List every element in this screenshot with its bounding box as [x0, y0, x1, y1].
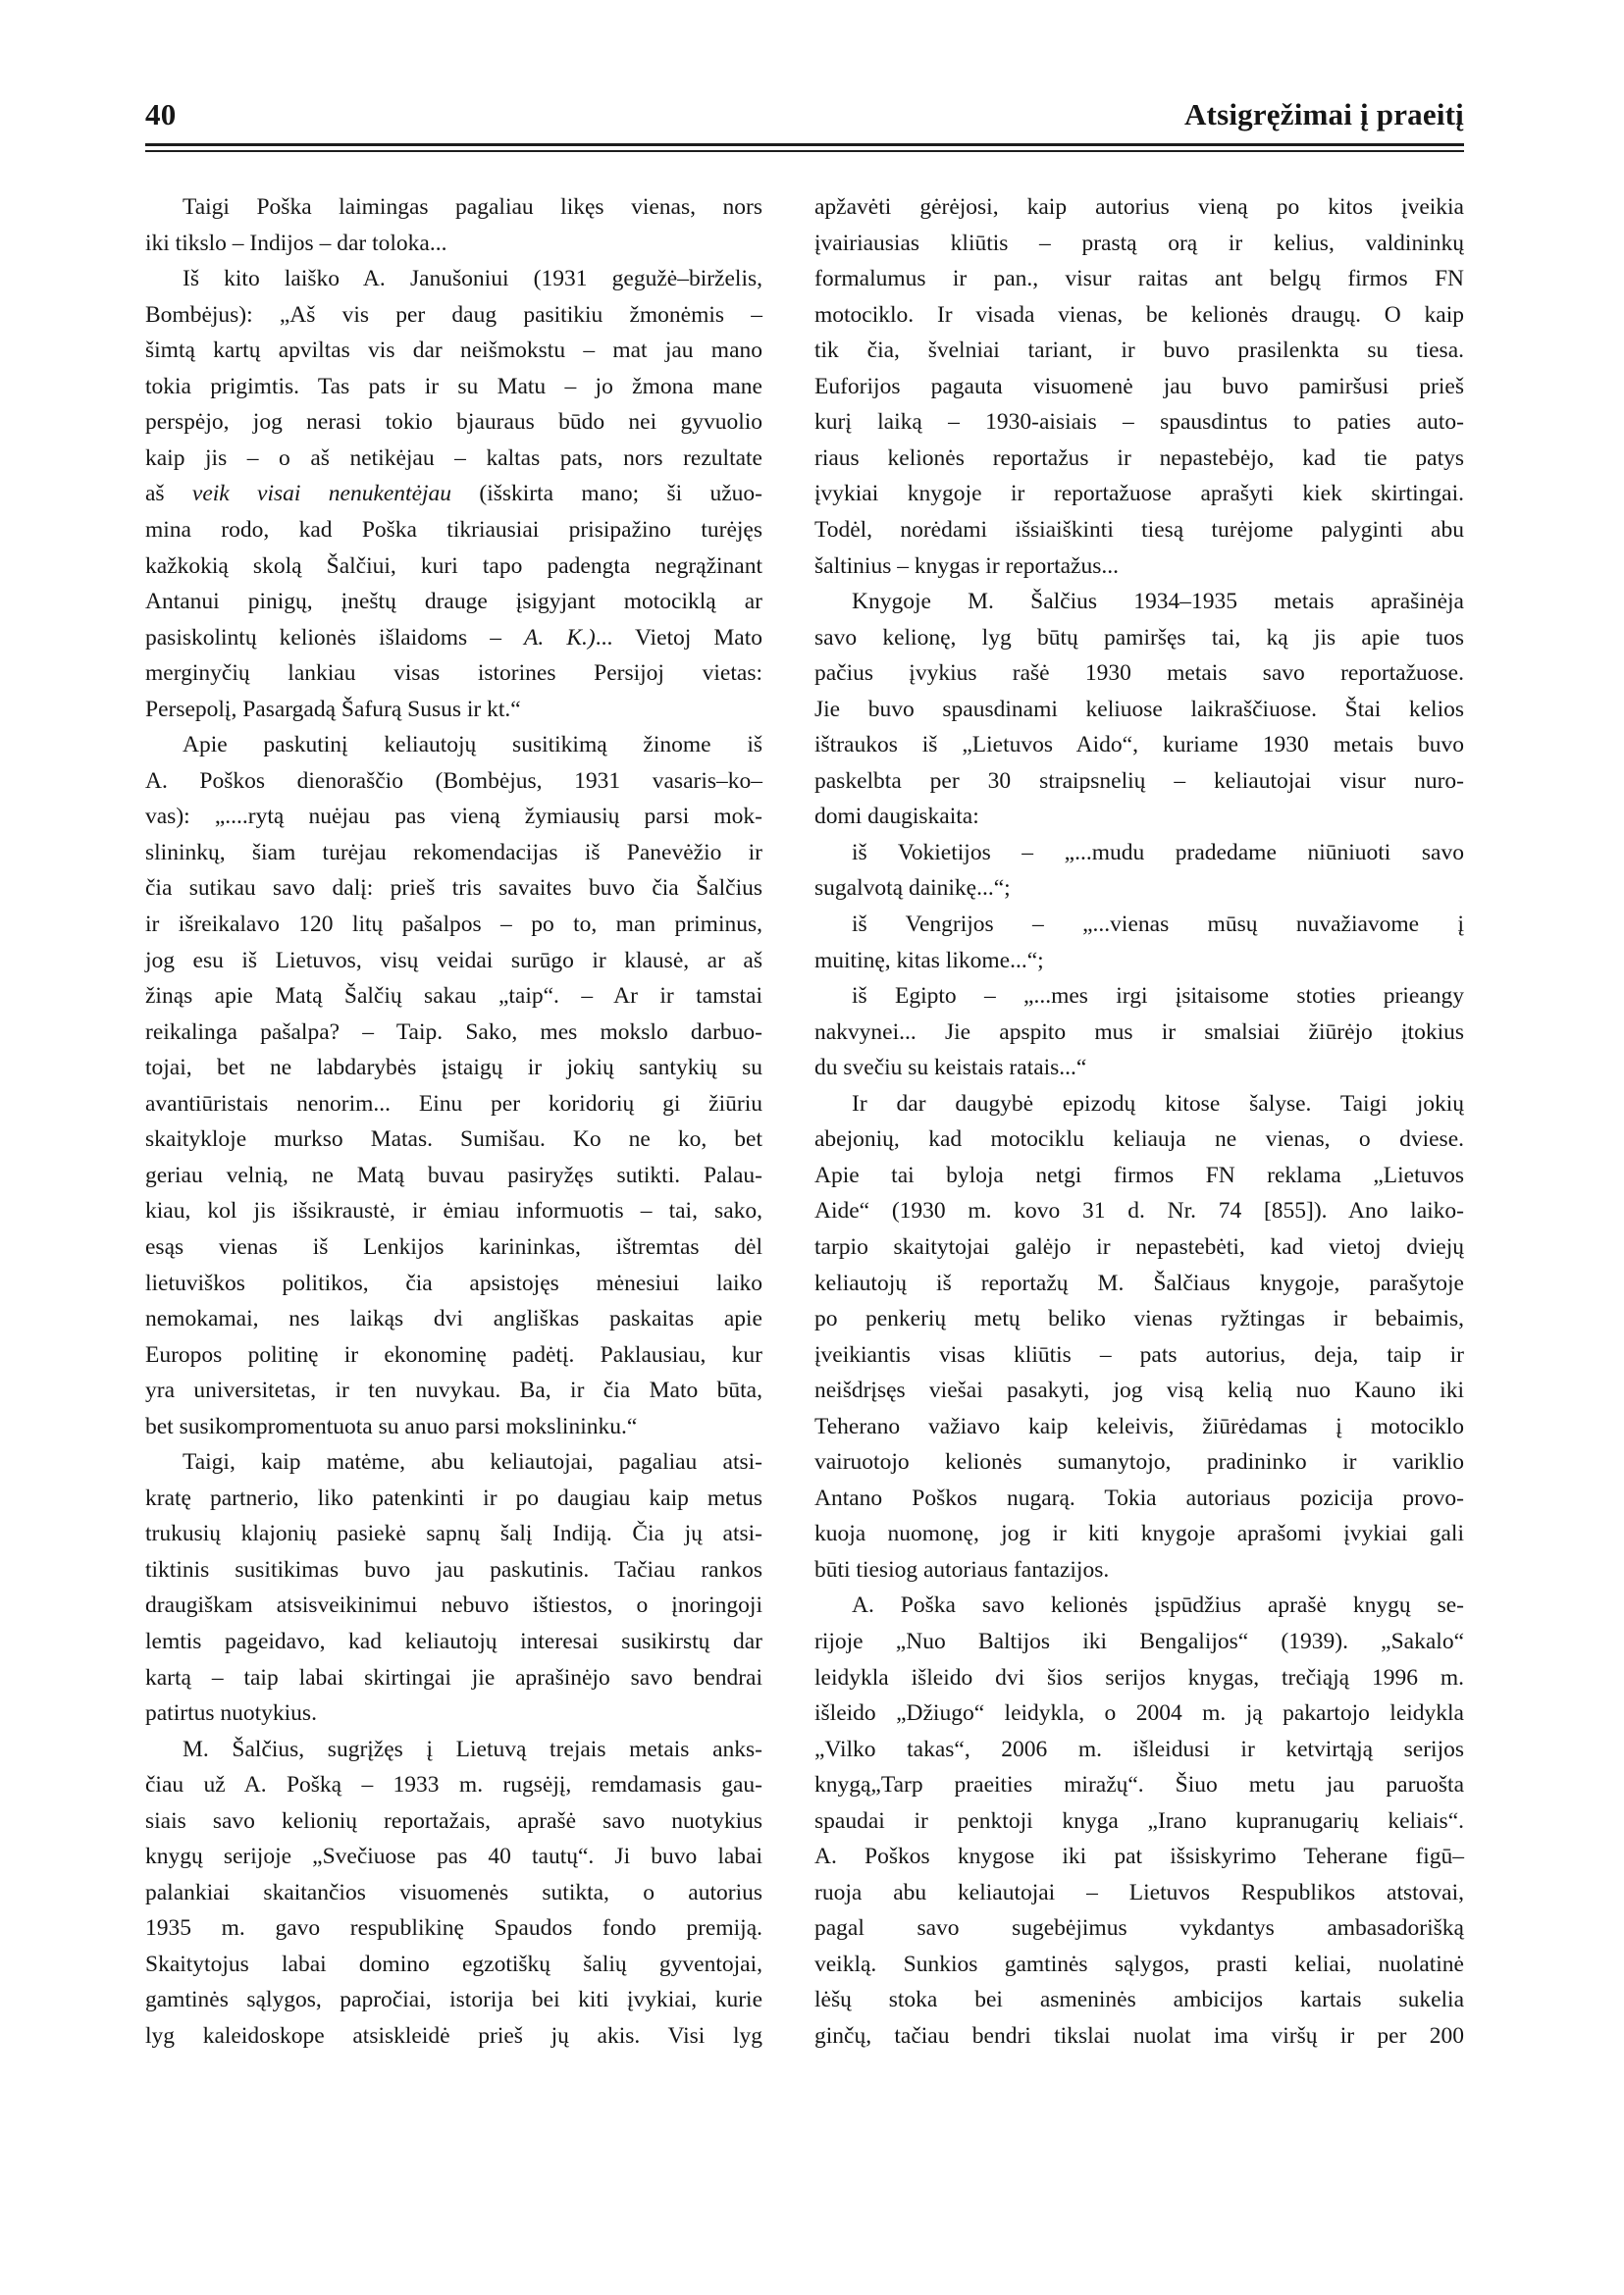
text-line: įvairiausias kliūtis – prastą orą ir kelius, valdininkų [814, 230, 1464, 256]
paragraph [145, 189, 762, 261]
text-line: pačius įvykius rašė 1930 metais savo reportažuose. [814, 660, 1464, 687]
text-line: knygą„Tarp praeities miražų“. Šiuo metu jau paruošta [814, 1772, 1464, 1799]
text-line: Jie buvo spausdinami keliuose laikraščiuose. Štai kelios [814, 696, 1464, 722]
text-line: sugalvotą dainikę...“; [814, 875, 1011, 902]
text-line: po penkerių metų beliko vienas ryžtingas ir bebaimis, [814, 1306, 1464, 1332]
text-line: čia sutikau savo dalį: prieš tris savaites buvo čia Šalčius [145, 875, 762, 902]
text-line: Ir dar daugybė epizodų kitose šalyse. Taigi jokių [852, 1090, 1464, 1117]
text-line: įveikiantis visas kliūtis – pats autorius, deja, taip ir [814, 1341, 1464, 1368]
text-line: tojai, bet ne labdarybės įstaigų ir jokių santykių su [145, 1055, 762, 1081]
text-line: motociklo. Ir visada vienas, be kelionės draugų. O kaip [814, 301, 1464, 328]
text-line: esąs vienas iš Lenkijos karininkas, ištremtas dėl [145, 1233, 762, 1260]
text-line: Taigi, kaip matėme, abu keliautojai, pagaliau atsi- [183, 1449, 762, 1476]
text-line: abejonių, kad motociklu keliauja ne vienas, o dviese. [814, 1126, 1464, 1153]
text-line: aš veik visai nenukentėjau (išskirta mano; ši užuo- [145, 481, 762, 507]
text-line: Bombėjus): „Aš vis per daug pasitikiu žmonėmis – [145, 301, 762, 328]
text-line: kiau, kol jis išsikraustė, ir ėmiau informuotis – tai, sako, [145, 1198, 762, 1225]
text-line: avantiūristais nenorim... Einu per koridorių gi žiūriu [145, 1090, 762, 1117]
text-line: A. Poškos dienoraščio (Bombėjus, 1931 vasaris–ko– [145, 767, 762, 794]
text-line: reikalinga pašalpa? – Taip. Sako, mes mokslo darbuo- [145, 1018, 762, 1045]
text-line: vas): „....rytą nuėjau pas vieną žymiausių parsi mok- [145, 804, 762, 830]
paragraph [814, 584, 1464, 835]
text-line: veiklą. Sunkios gamtinės sąlygos, prasti keliai, nuolatinė [814, 1951, 1464, 1977]
text-line: keliautojų iš reportažų M. Šalčiaus knygoje, parašytoje [814, 1270, 1464, 1296]
text-line: palankiai skaitančios visuomenės sutikta, o autorius [145, 1879, 762, 1905]
column-left [145, 189, 762, 2054]
text-line: lietuviškos politikos, čia apsistojęs mėnesiui laiko [145, 1270, 762, 1296]
text-line: ginčų, tačiau bendri tikslai nuolat ima viršų ir per 200 [814, 2022, 1464, 2049]
text-line: tarpio skaitytojai galėjo ir nepastebėti, kad vietoj dviejų [814, 1233, 1464, 1260]
paragraph [814, 907, 1464, 978]
text-line: ištraukos iš „Lietuvos Aido“, kuriame 1930 metais buvo [814, 732, 1464, 758]
text-line: tiktinis susitikimas buvo jau paskutinis. Tačiau rankos [145, 1556, 762, 1583]
text-line: lyg kaleidoskope atsiskleidė prieš jų akis. Visi lyg [145, 2022, 762, 2049]
text-line: išleido „Džiugo“ leidykla, o 2004 m. ją pakartojo leidykla [814, 1700, 1464, 1727]
text-line: kartą – taip labai skirtingai jie aprašinėjo savo bendrai [145, 1664, 762, 1691]
text-line: mina rodo, kad Poška tikriausiai prisipažino turėjęs [145, 517, 762, 544]
text-line: siais savo kelionių reportažais, aprašė savo nuotykius [145, 1807, 762, 1834]
paragraph [814, 1086, 1464, 1589]
text-line: iš Vengrijos – „...vienas mūsų nuvažiavome į [852, 912, 1464, 938]
text-line: pagal savo sugebėjimus vykdantys ambasadorišką [814, 1915, 1464, 1942]
text-line: Aide“ (1930 m. kovo 31 d. Nr. 74 [855]). Ano laiko- [814, 1198, 1464, 1225]
text-line: Europos politinę ir ekonominę padėtį. Paklausiau, kur [145, 1341, 762, 1368]
text-line: Iš kito laiško A. Janušoniui (1931 gegužė–birželis, [183, 266, 762, 292]
paragraph [814, 835, 1464, 907]
text-line: Persepolį, Pasargadą Šafurą Susus ir kt.“ [145, 696, 521, 722]
text-line: vairuotojo kelionės sumanytojo, pradininko ir variklio [814, 1449, 1464, 1476]
text-line: tokia prigimtis. Tas pats ir su Matu – jo žmona mane [145, 373, 762, 399]
text-line: yra universitetas, ir ten nuvykau. Ba, ir čia Mato būta, [145, 1378, 762, 1404]
text-line: geriau velnią, ne Matą buvau pasiryžęs sutikti. Palau- [145, 1162, 762, 1188]
text-line: domi daugiskaita: [814, 804, 979, 830]
text-line: knygų serijoje „Svečiuose pas 40 tautų“. Ji buvo labai [145, 1844, 762, 1870]
text-line: iš Vokietijos – „...mudu pradedame niūniuoti savo [852, 839, 1464, 865]
text-line: skaitykloje murkso Matas. Sumišau. Ko ne ko, bet [145, 1126, 762, 1153]
text-line: Apie tai byloja netgi firmos FN reklama „Lietuvos [814, 1162, 1464, 1188]
text-line: trukusių klajonių pasiekė sapnų šalį Indiją. Čia jų atsi- [145, 1521, 762, 1547]
text-line: Skaitytojus labai domino egzotiškų šalių gyventojai, [145, 1951, 762, 1977]
text-line: Antanui pinigų, įneštų drauge įsigyjant motociklą ar [145, 589, 762, 615]
text-columns [145, 189, 1464, 2054]
text-line: merginyčių lankiau visas istorines Persijoj vietas: [145, 660, 762, 687]
text-line: A. Poškos knygose iki pat išsiskyrimo Teherane figū– [814, 1844, 1464, 1870]
text-line: kažkokią skolą Šalčiui, kuri tapo padengta negrąžinant [145, 552, 762, 579]
text-line: rijoje „Nuo Baltijos iki Bengalijos“ (1939). „Sakalo“ [814, 1628, 1464, 1654]
text-line: pasiskolintų kelionės išlaidoms – A. K.)... Vietoj Mato [145, 624, 762, 651]
text-line: savo kelionę, lyg būtų pamiršęs tai, ką jis apie tuos [814, 624, 1464, 651]
text-line: kaip jis – o aš netikėjau – kaltas pats, nors rezultate [145, 444, 762, 471]
text-line: ir išreikalavo 120 litų pašalpos – po to, man priminus, [145, 912, 762, 938]
page-header [145, 98, 1464, 131]
text-line: 1935 m. gavo respublikinę Spaudos fondo premiją. [145, 1915, 762, 1942]
text-line: apžavėti gėrėjosi, kaip autorius vieną po kitos įveikia [814, 194, 1464, 221]
paragraph [814, 189, 1464, 584]
text-line: iki tikslo – Indijos – dar toloka... [145, 230, 447, 256]
text-line: M. Šalčius, sugrįžęs į Lietuvą trejais metais anks- [183, 1736, 762, 1762]
text-line: tik čia, švelniai tariant, ir buvo prasilenkta su tiesa. [814, 338, 1464, 364]
header-rule [145, 143, 1464, 152]
text-line: Knygoje M. Šalčius 1934–1935 metais aprašinėja [852, 589, 1464, 615]
paragraph [145, 1732, 762, 2055]
text-line: perspėjo, jog nerasi tokio bjauraus būdo nei gyvuolio [145, 409, 762, 436]
running-title: Atsigręžimai į praeitį [1183, 97, 1464, 131]
text-line: įvykiai knygoje ir reportažuose aprašyti kiek skirtingai. [814, 481, 1464, 507]
text-line: leidykla išleido dvi šios serijos knygas, trečiąją 1996 m. [814, 1664, 1464, 1691]
paragraph [814, 1588, 1464, 2054]
text-line: Teherano važiavo kaip keleivis, žiūrėdamas į motociklo [814, 1413, 1464, 1439]
text-line: Apie paskutinį keliautojų susitikimą žinome iš [183, 732, 762, 758]
text-line: nakvynei... Jie apspito mus ir smalsiai žiūrėjo įtokius [814, 1018, 1464, 1045]
paragraph [145, 261, 762, 727]
text-line: gamtinės sąlygos, papročiai, istorija bei kiti įvykiai, kurie [145, 1987, 762, 2013]
text-line: paskelbta per 30 straipsnelių – keliautojai visur nuro- [814, 767, 1464, 794]
text-line: muitinę, kitas likome...“; [814, 947, 1044, 973]
text-line: būti tiesiog autoriaus fantazijos. [814, 1556, 1110, 1583]
page-number: 40 [145, 97, 177, 131]
text-line: šaltinius – knygas ir reportažus... [814, 552, 1120, 579]
text-line: patirtus nuotykius. [145, 1700, 317, 1727]
text-line: kurį laiką – 1930-aisiais – spausdintus to paties auto- [814, 409, 1464, 436]
text-line: Todėl, norėdami išsiaiškinti tiesą turėjome palyginti abu [814, 517, 1464, 544]
text-line: kuoja nuomonę, jog ir kiti knygoje aprašomi įvykiai gali [814, 1521, 1464, 1547]
text-line: „Vilko takas“, 2006 m. išleidusi ir ketvirtąją serijos [814, 1736, 1464, 1762]
text-line: ruoja abu keliautojai – Lietuvos Respublikos atstovai, [814, 1879, 1464, 1905]
text-line: iš Egipto – „...mes irgi įsitaisome stoties prieangy [852, 983, 1464, 1010]
text-line: Taigi Poška laimingas pagaliau likęs vienas, nors [183, 194, 762, 221]
text-line: žinąs apie Matą Šalčių sakau „taip“. – Ar ir tamstai [145, 983, 762, 1010]
paragraph [145, 1444, 762, 1731]
text-line: čiau už A. Pošką – 1933 m. rugsėjį, remdamasis gau- [145, 1772, 762, 1799]
text-line: formalumus ir pan., visur raitas ant belgų firmos FN [814, 266, 1464, 292]
text-line: spaudai ir penktoji knyga „Irano kupranugarių keliais“. [814, 1807, 1464, 1834]
text-line: du svečiu su keistais ratais...“ [814, 1055, 1087, 1081]
text-line: lėšų stoka bei asmeninės ambicijos kartais sukelia [814, 1987, 1464, 2013]
text-line: nemokamai, nes laikąs dvi angliškas paskaitas apie [145, 1306, 762, 1332]
text-line: lemtis pageidavo, kad keliautojų interesai susikirstų dar [145, 1628, 762, 1654]
text-line: Antano Poškos nugarą. Tokia autoriaus pozicija provo- [814, 1485, 1464, 1511]
text-line: slininkų, šiam turėjau rekomendacijas iš Panevėžio ir [145, 839, 762, 865]
text-line: bet susikompromentuota su anuo parsi mokslininku.“ [145, 1413, 638, 1439]
paragraph [814, 978, 1464, 1086]
text-line: Euforijos pagauta visuomenė jau buvo pamiršusi prieš [814, 373, 1464, 399]
text-line: jog esu iš Lietuvos, visų veidai surūgo ir klausė, ar aš [145, 947, 762, 973]
text-line: draugiškam atsisveikinimui nebuvo ištiestos, o įnoringoji [145, 1592, 762, 1619]
text-line: neišdrįsęs viešai pasakyti, jog visą kelią nuo Kauno iki [814, 1378, 1464, 1404]
text-line: šimtą kartų apviltas vis dar neišmokstu – mat jau mano [145, 338, 762, 364]
text-line: kratę partnerio, liko patenkinti ir po daugiau kaip metus [145, 1485, 762, 1511]
column-right [814, 189, 1464, 2054]
text-line: A. Poška savo kelionės įspūdžius aprašė knygų se- [852, 1592, 1464, 1619]
paragraph [145, 727, 762, 1444]
text-line: riaus kelionės reportažus ir nepastebėjo, kad tie patys [814, 444, 1464, 471]
